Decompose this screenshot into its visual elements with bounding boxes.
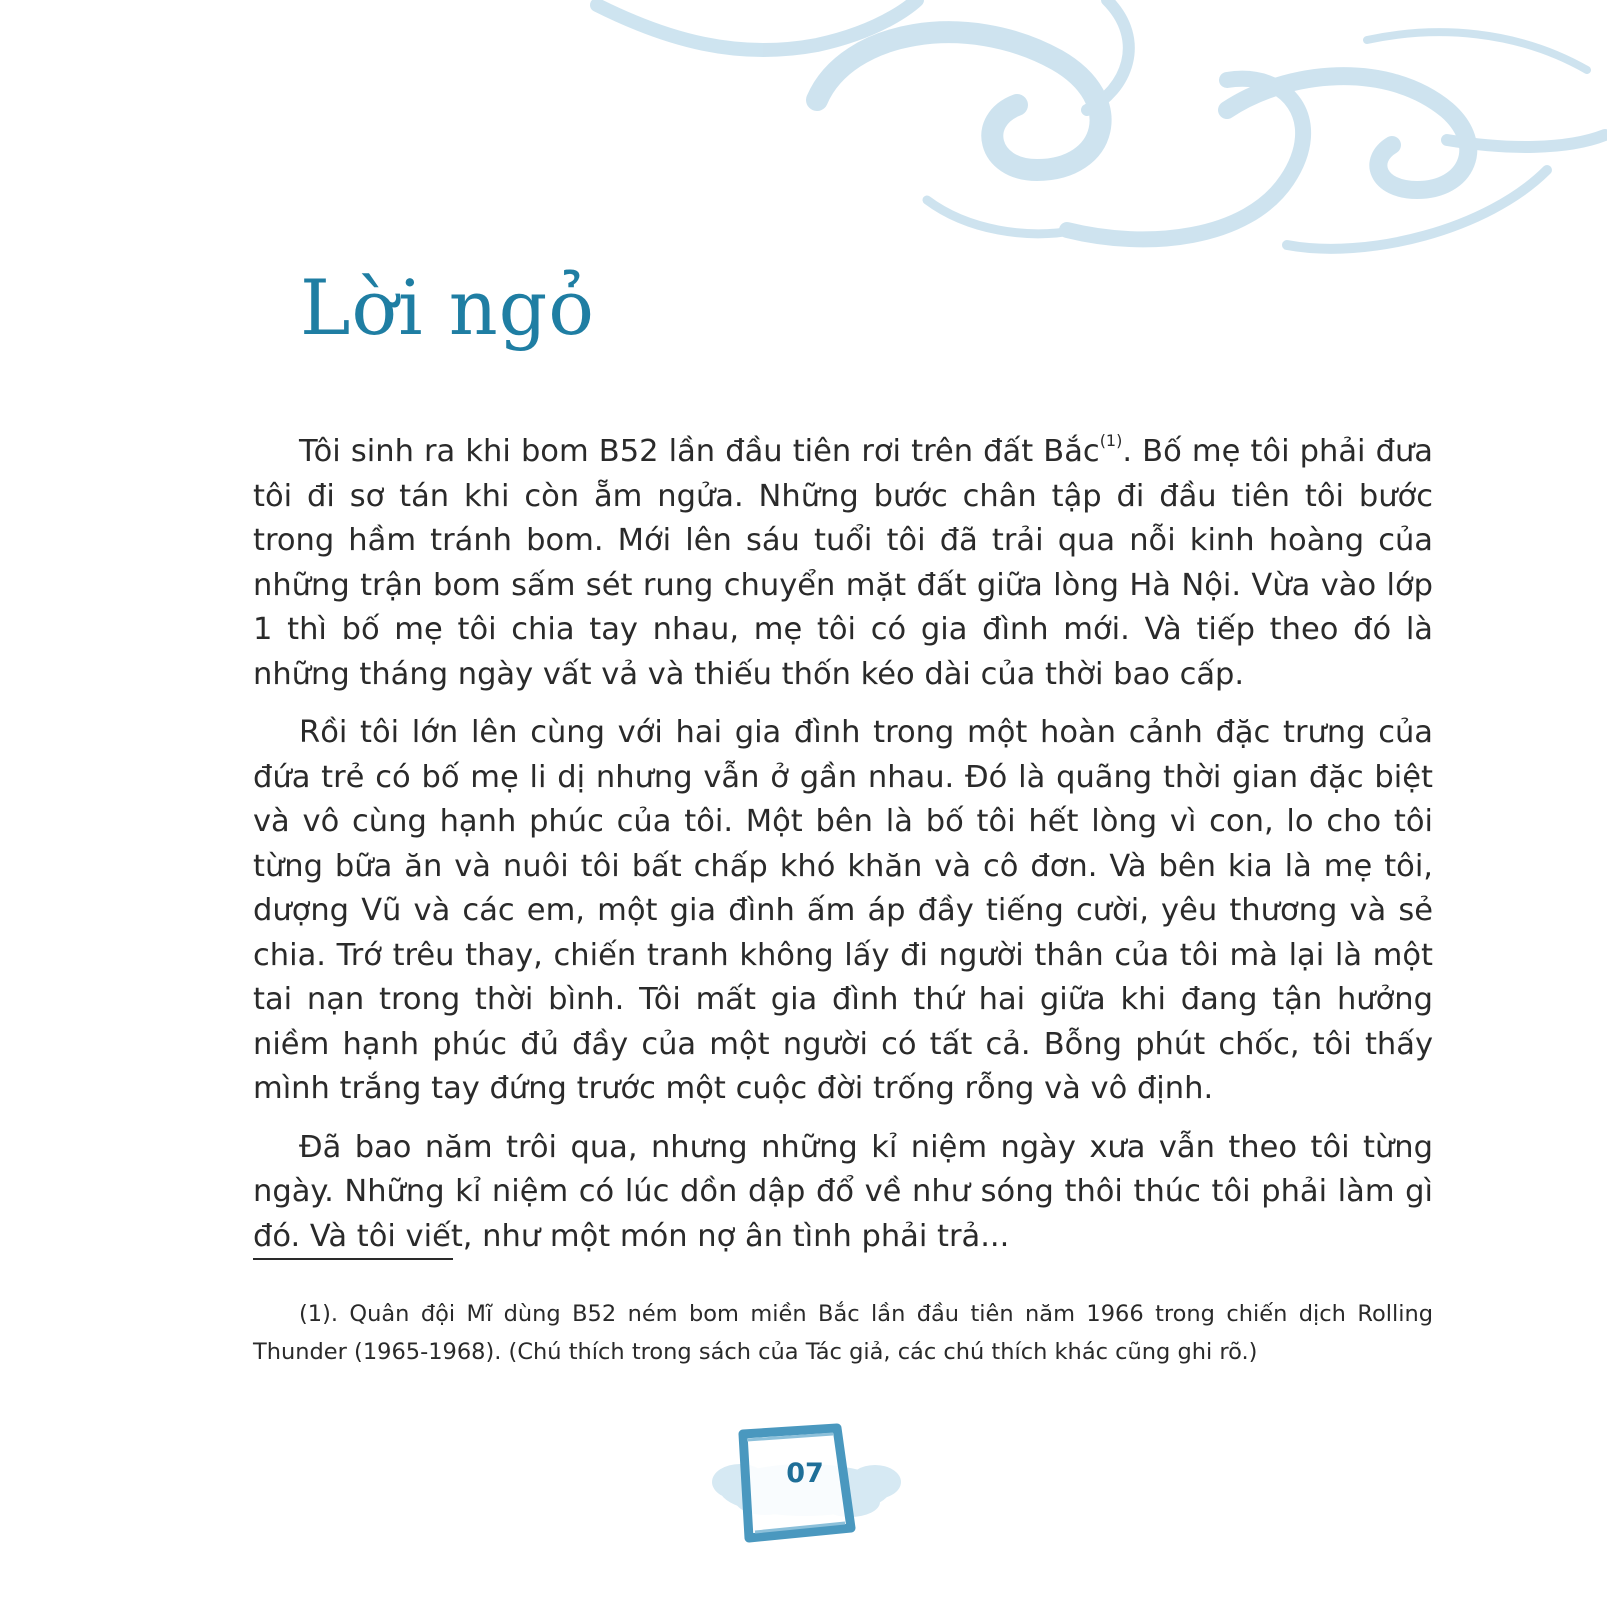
page-number-badge	[705, 1420, 905, 1550]
paragraph-1	[253, 430, 1433, 697]
footnote-reference[interactable]: (1)	[1099, 431, 1123, 450]
paragraph-1-text-end: . Bố mẹ tôi phải đưa tôi đi sơ tán khi còn ẵm ngửa. Những bước chân tập đi đầu tiên tôi bước trong hầm tránh bom. Mới lên sáu tuổi tôi đã trải qua nỗi kinh hoàng của những trận bom sấm sét rung chuyển mặt đất giữa lòng Hà Nội. Vừa vào lớp 1 thì bố mẹ tôi chia tay nhau, mẹ tôi có gia đình mới. Và tiếp theo đó là những tháng ngày vất vả và thiếu thốn kéo dài của thời bao cấp.	[253, 434, 1433, 692]
wave-swirl-decoration	[587, 0, 1607, 270]
body-text	[253, 430, 1433, 1273]
page-number: 07	[786, 1458, 824, 1489]
paragraph-3: Đã bao năm trôi qua, nhưng những kỉ niệm ngày xưa vẫn theo tôi từng ngày. Những kỉ niệm có lúc dồn dập đổ về như sóng thôi thúc tôi phải làm gì đó. Và tôi viết, như một món nợ ân tình phải trả...	[253, 1129, 1433, 1254]
page-title: Lời ngỏ	[300, 263, 596, 352]
paragraph-2: Rồi tôi lớn lên cùng với hai gia đình trong một hoàn cảnh đặc trưng của đứa trẻ có bố mẹ li dị nhưng vẫn ở gần nhau. Đó là quãng thời gian đặc biệt và vô cùng hạnh phúc của tôi. Một bên là bố tôi hết lòng vì con, lo cho tôi từng bữa ăn và nuôi tôi bất chấp khó khăn và cô đơn. Và bên kia là mẹ tôi, dượng Vũ và các em, một gia đình ấm áp đầy tiếng cười, yêu thương và sẻ chia. Trớ trêu thay, chiến tranh không lấy đi người thân của tôi mà lại là một tai nạn trong thời bình. Tôi mất gia đình thứ hai giữa khi đang tận hưởng niềm hạnh phúc đủ đầy của một người có tất cả. Bỗng phút chốc, tôi thấy mình trắng tay đứng trước một cuộc đời trống rỗng và vô định.	[253, 715, 1433, 1106]
footnote-divider	[253, 1258, 453, 1260]
footnote: (1). Quân đội Mĩ dùng B52 ném bom miền Bắc lần đầu tiên năm 1966 trong chiến dịch Rolling Thunder (1965-1968). (Chú thích trong sách của Tác giả, các chú thích khác cũng ghi rõ.)	[253, 1301, 1433, 1365]
paragraph-1-text-start: Tôi sinh ra khi bom B52 lần đầu tiên rơi trên đất Bắc	[299, 434, 1100, 469]
